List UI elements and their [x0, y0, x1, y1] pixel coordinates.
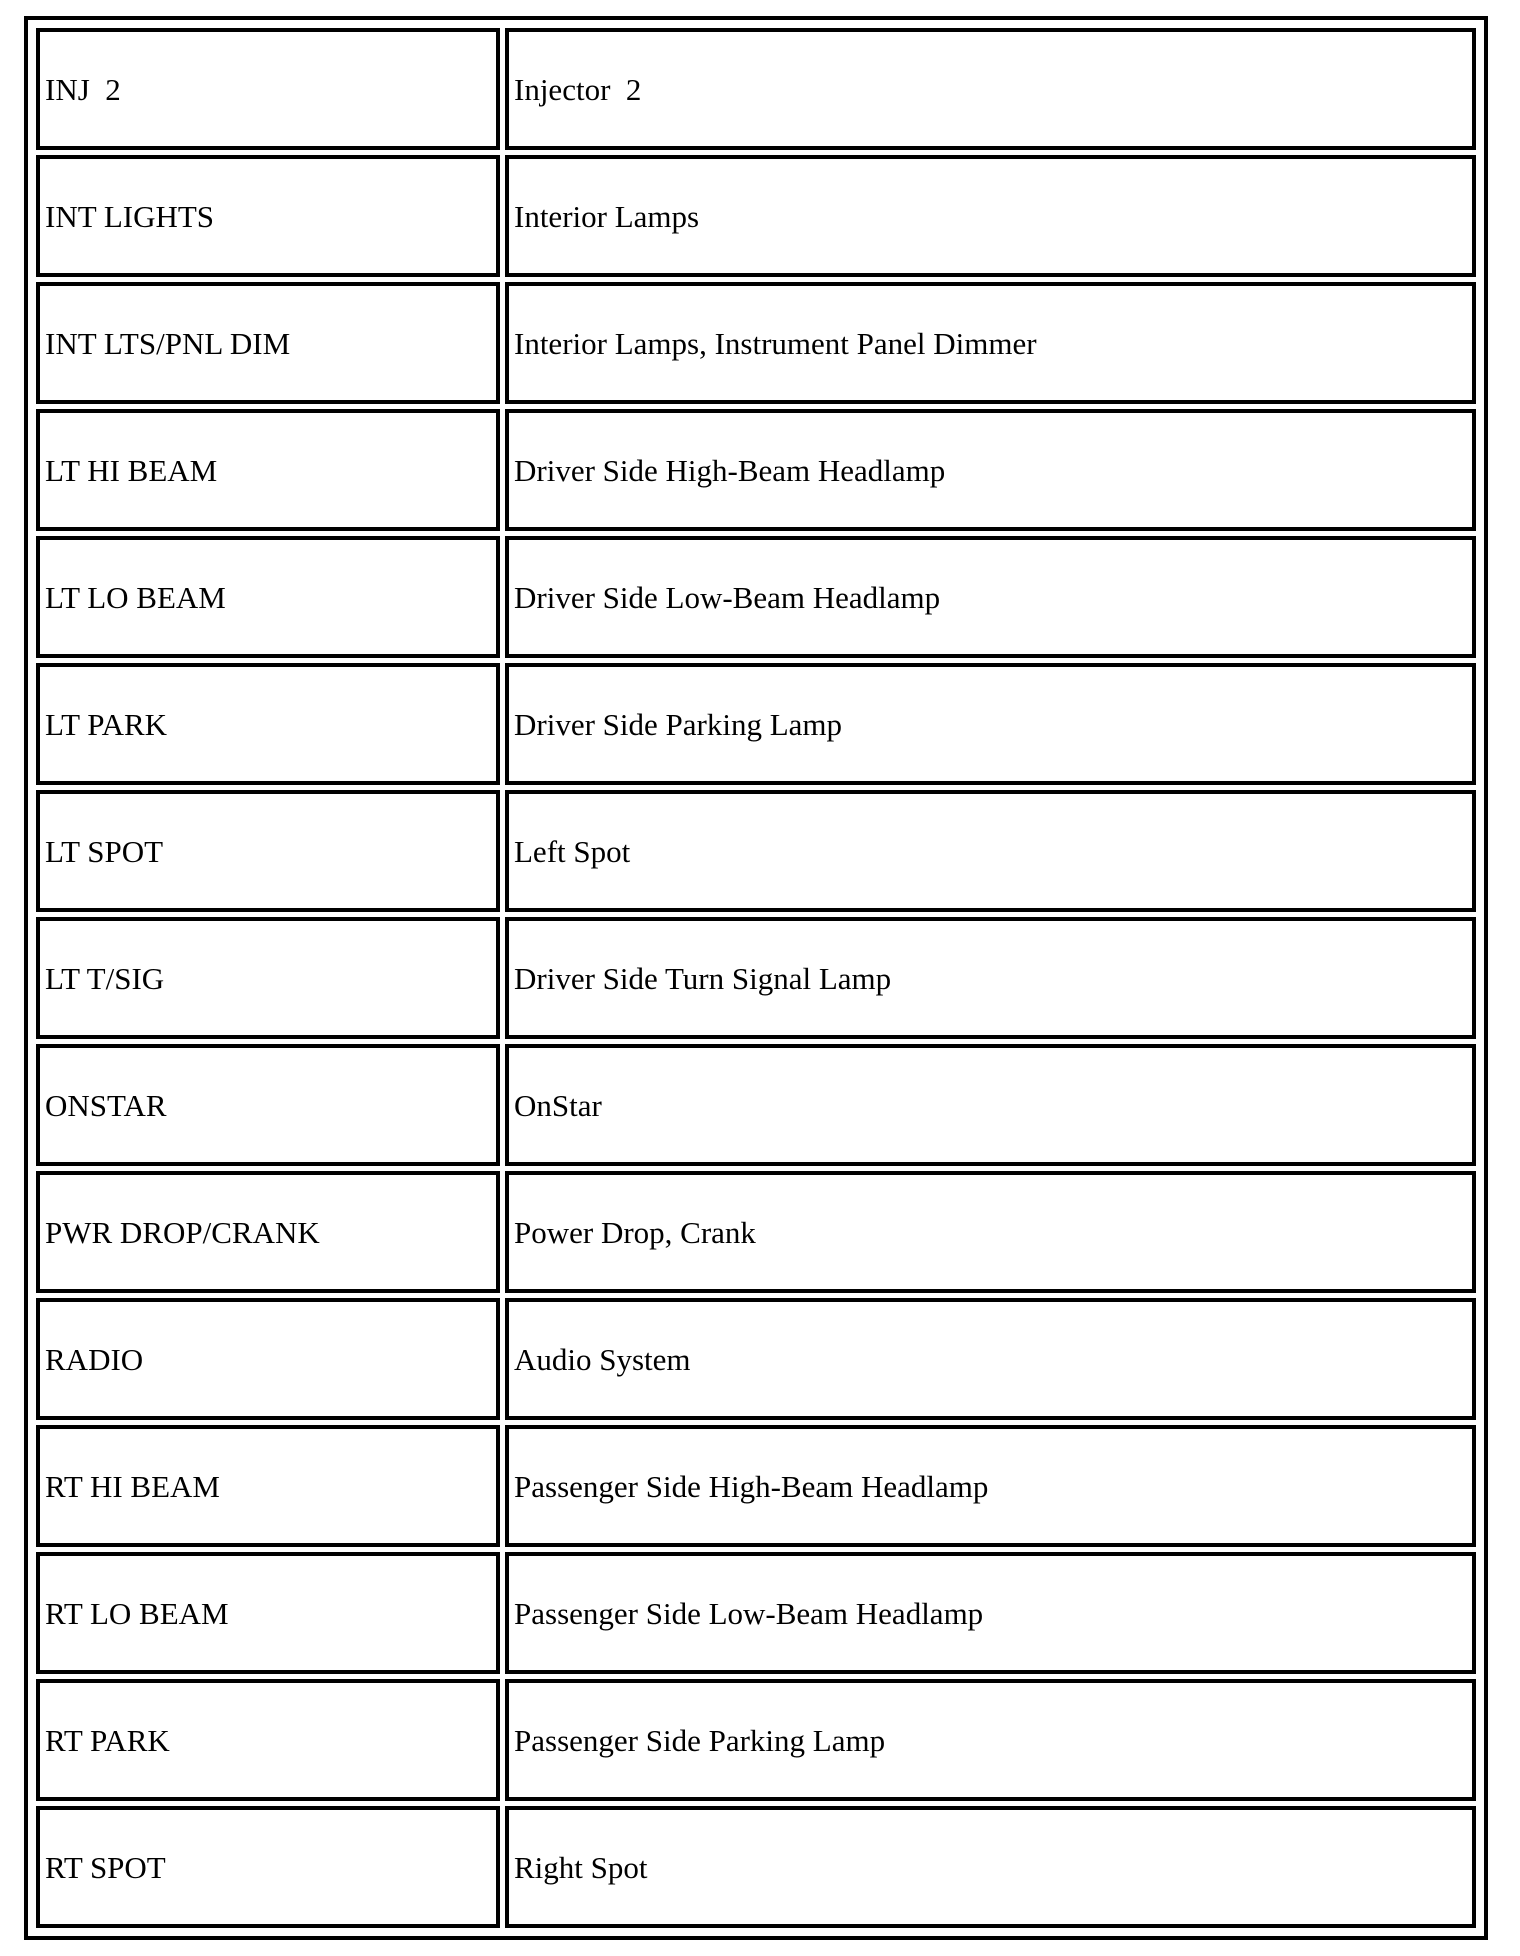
table-row: [36, 155, 1476, 277]
description-cell: Passenger Side Parking Lamp: [505, 1679, 1476, 1801]
table-row: [36, 1552, 1476, 1674]
abbreviation-cell: LT SPOT: [36, 790, 500, 912]
table-row: [36, 1679, 1476, 1801]
table-row: [36, 1171, 1476, 1293]
table-row: [36, 1044, 1476, 1166]
abbreviation-table-frame: [24, 16, 1488, 1940]
description-cell: Injector 2: [505, 28, 1476, 150]
abbreviation-cell: INT LIGHTS: [36, 155, 500, 277]
description-cell: Interior Lamps, Instrument Panel Dimmer: [505, 282, 1476, 404]
abbreviation-cell: INJ 2: [36, 28, 500, 150]
description-cell: OnStar: [505, 1044, 1476, 1166]
abbreviation-cell: INT LTS/PNL DIM: [36, 282, 500, 404]
table-row: [36, 1806, 1476, 1928]
description-cell: Passenger Side High-Beam Headlamp: [505, 1425, 1476, 1547]
abbreviation-cell: LT HI BEAM: [36, 409, 500, 531]
abbreviation-cell: RT PARK: [36, 1679, 500, 1801]
abbreviation-cell: LT LO BEAM: [36, 536, 500, 658]
description-cell: Driver Side Turn Signal Lamp: [505, 917, 1476, 1039]
abbreviation-cell: RT LO BEAM: [36, 1552, 500, 1674]
table-row: [36, 790, 1476, 912]
table-row: [36, 282, 1476, 404]
description-cell: Driver Side Low-Beam Headlamp: [505, 536, 1476, 658]
description-cell: Left Spot: [505, 790, 1476, 912]
abbreviation-cell: RADIO: [36, 1298, 500, 1420]
abbreviation-cell: RT SPOT: [36, 1806, 500, 1928]
description-cell: Audio System: [505, 1298, 1476, 1420]
table-row: [36, 28, 1476, 150]
description-cell: Power Drop, Crank: [505, 1171, 1476, 1293]
table-row: [36, 917, 1476, 1039]
table-row: [36, 663, 1476, 785]
description-cell: Driver Side Parking Lamp: [505, 663, 1476, 785]
table-row: [36, 536, 1476, 658]
table-row: [36, 1425, 1476, 1547]
description-cell: Passenger Side Low-Beam Headlamp: [505, 1552, 1476, 1674]
abbreviation-cell: PWR DROP/CRANK: [36, 1171, 500, 1293]
description-cell: Driver Side High-Beam Headlamp: [505, 409, 1476, 531]
abbreviation-table: [31, 23, 1481, 1933]
abbreviation-cell: ONSTAR: [36, 1044, 500, 1166]
abbreviation-cell: LT T/SIG: [36, 917, 500, 1039]
table-row: [36, 1298, 1476, 1420]
abbreviation-cell: RT HI BEAM: [36, 1425, 500, 1547]
description-cell: Right Spot: [505, 1806, 1476, 1928]
abbreviation-cell: LT PARK: [36, 663, 500, 785]
description-cell: Interior Lamps: [505, 155, 1476, 277]
table-row: [36, 409, 1476, 531]
